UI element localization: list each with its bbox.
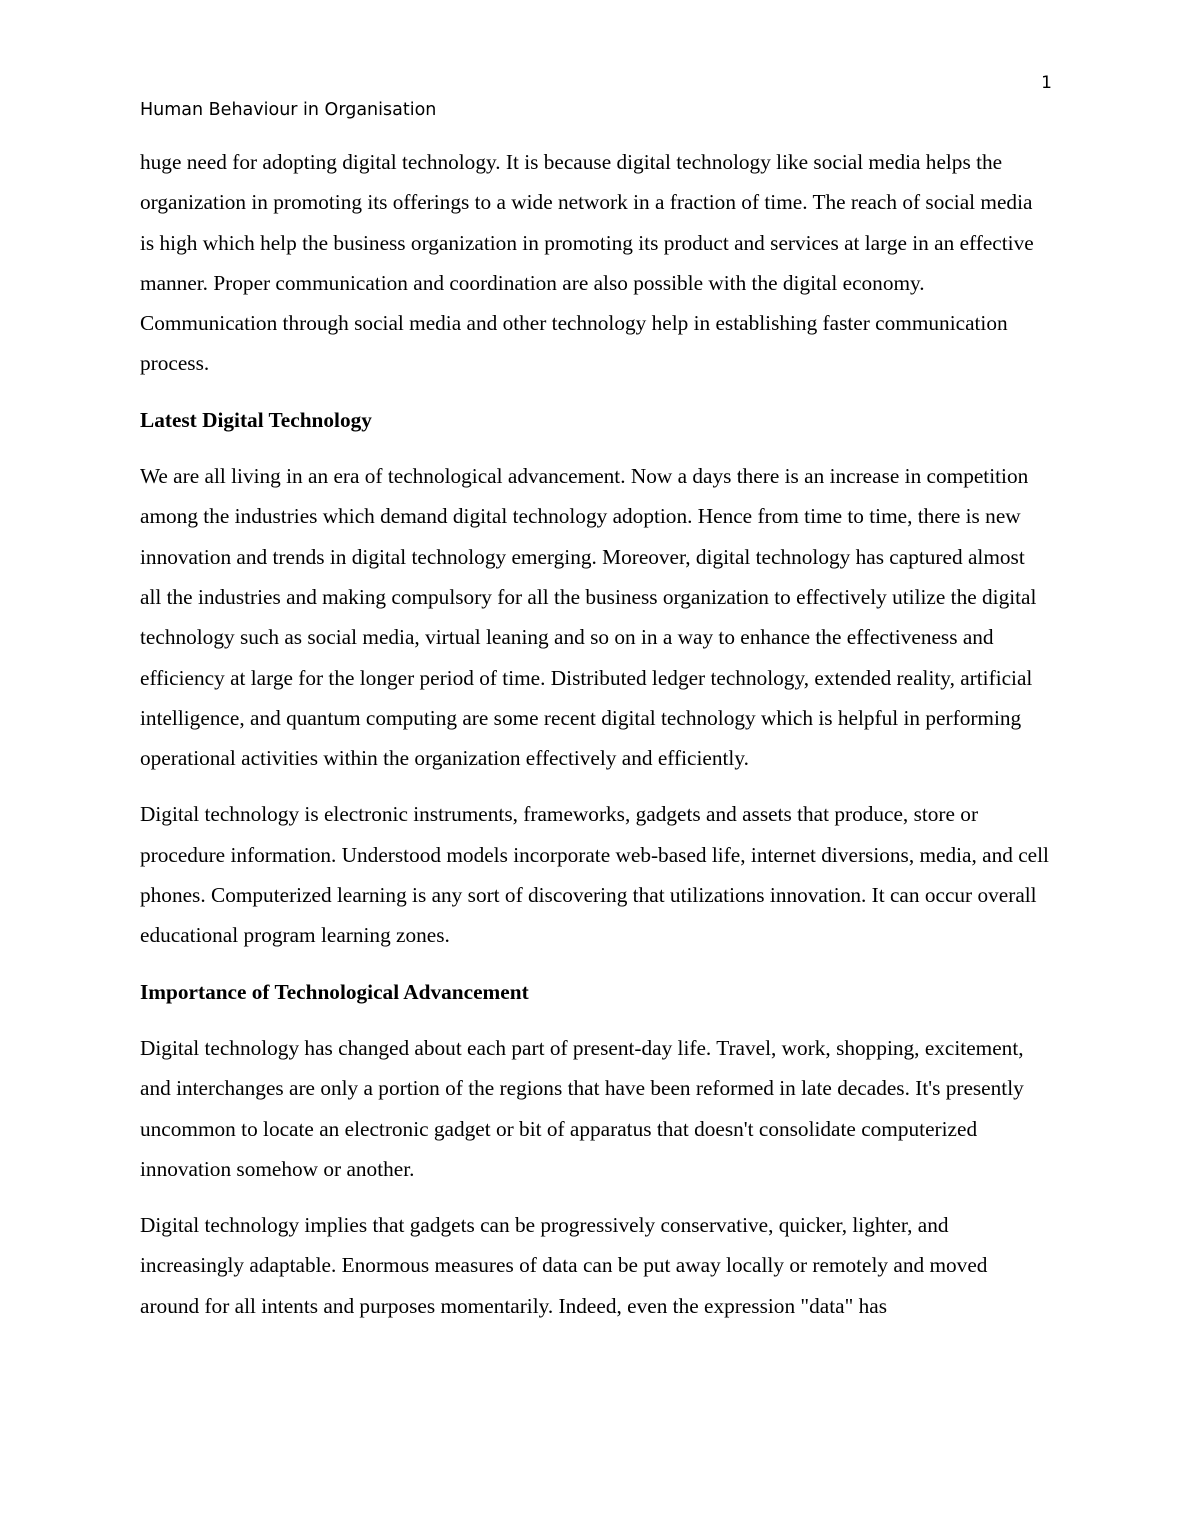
paragraph-era-of-advancement: We are all living in an era of technological advancement. Now a days there is an increase in competition among the industries which demand digital technology adoption. Hence from time to time, there is new innovation and trends in digital technology emerging. Moreover, digital technology has captured almost all the industries and making compulsory for all the business organization to effectively utilize the digital technology such as social media, virtual leaning and so on in a way to enhance the effectiveness and efficiency at large for the longer period of time. Distributed ledger technology, extended reality, artificial intelligence, and quantum computing are some recent digital technology which is helpful in performing operational activities within the organization effectively and efficiently.: [140, 464, 1037, 771]
paragraph-intro: huge need for adopting digital technology. It is because digital technology like social media helps the organization in promoting its offerings to a wide network in a fraction of time. The reach of social media is high which help the business organization in promoting its product and services at large in an effective manner. Proper communication and coordination are also possible with the digital economy. Communication through social media and other technology help in establishing faster communication process.: [140, 150, 1034, 376]
paragraph-changed-modern-life: Digital technology has changed about each part of present-day life. Travel, work, shopping, excitement, and interchanges are only a portion of the regions that have been reformed in late decades. It's presently uncommon to locate an electronic gadget or bit of apparatus that doesn't consolidate computerized innovation somehow or another.: [140, 1035, 1024, 1181]
section-heading-importance: Importance of Technological Advancement: [140, 979, 529, 1004]
section-heading-latest-digital-technology: Latest Digital Technology: [140, 407, 372, 432]
paragraph-digital-technology-definition: Digital technology is electronic instruments, frameworks, gadgets and assets that produce, store or procedure information. Understood models incorporate web-based life, internet diversions, media, and cell phones. Computerized learning is any sort of discovering that utilizations innovation. It can occur overall educational program learning zones.: [140, 802, 1049, 948]
paragraph-gadgets-adaptable: Digital technology implies that gadgets can be progressively conservative, quicker, lighter, and increasingly adaptable. Enormous measures of data can be put away locally or remotely and moved around for all intents and purposes momentarily. Indeed, even the expression "data" has: [140, 1213, 988, 1318]
running-header: Human Behaviour in Organisation: [140, 100, 437, 120]
page-number: 1: [1041, 73, 1052, 93]
document-body: [140, 142, 1050, 1342]
